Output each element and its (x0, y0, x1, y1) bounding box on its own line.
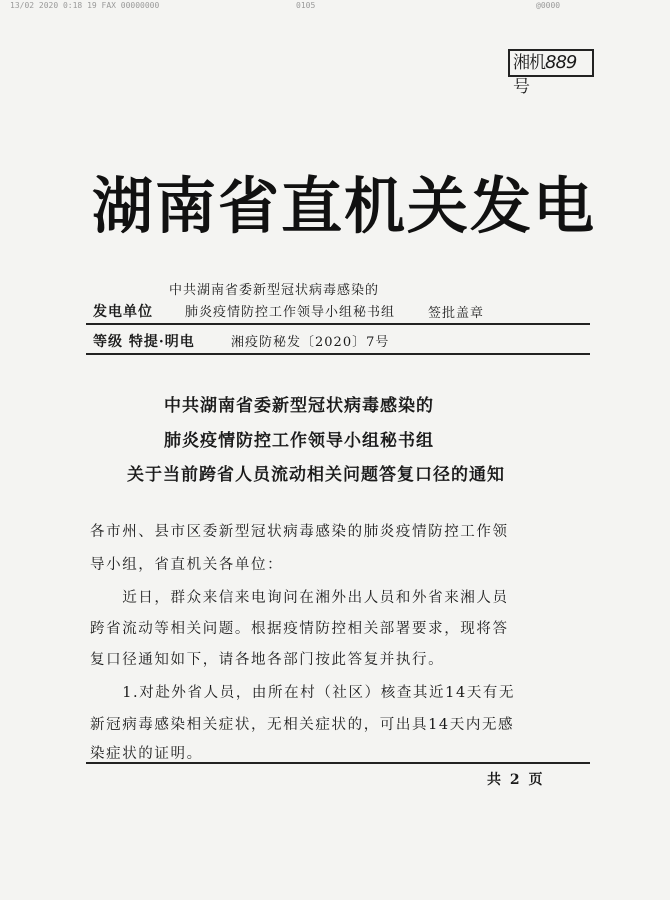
sender-line-2: 肺炎疫情防控工作领导小组秘书组 (185, 305, 396, 320)
header-divider (86, 323, 590, 325)
notice-title-line-1: 中共湖南省委新型冠状病毒感染的 (164, 396, 434, 416)
grade-label: 等级 特提·明电 (93, 334, 195, 350)
body-line: 近日，群众来信来电询问在湘外出人员和外省来湘人员 (90, 590, 509, 606)
sender-line-1: 中共湖南省委新型冠状病毒感染的 (169, 283, 380, 298)
grade-divider (86, 353, 590, 355)
doc-number-suffix: 号 (513, 77, 529, 97)
doc-number-handwritten: 889 (545, 52, 577, 73)
fax-header-right: @0000 (536, 1, 561, 10)
body-line: 各市州、县市区委新型冠状病毒感染的肺炎疫情防控工作领 (90, 524, 509, 540)
footer-divider (86, 762, 590, 764)
fax-header (10, 0, 660, 12)
sign-stamp-label: 签批盖章 (428, 306, 485, 321)
body-line: 染症状的证明。 (90, 746, 203, 762)
body-line: 复口径通知如下，请各地各部门按此答复并执行。 (90, 652, 445, 668)
doc-reference: 湘疫防秘发〔2020〕7号 (231, 335, 390, 350)
notice-title-line-3: 关于当前跨省人员流动相关问题答复口径的通知 (127, 465, 505, 485)
body-line: 1.对赴外省人员，由所在村（社区）核查其近14天有无 (90, 685, 516, 701)
sender-label: 发电单位 (93, 304, 153, 320)
body-line: 导小组，省直机关各单位： (90, 557, 284, 573)
notice-title-line-2: 肺炎疫情防控工作领导小组秘书组 (164, 431, 434, 451)
body-line: 跨省流动等相关问题。根据疫情防控相关部署要求，现将答 (90, 621, 509, 637)
fax-header-middle: 0105 (296, 1, 316, 10)
doc-number-box (508, 49, 594, 97)
body-line: 新冠病毒感染相关症状，无相关症状的，可出具14天内无感 (90, 717, 515, 733)
doc-number-prefix: 湘机 (513, 53, 545, 73)
fax-header-left: 13/02 2020 0:18 19 FAX 00000000 (10, 1, 160, 10)
document-title: 湖南省直机关发电 (92, 171, 597, 242)
page-count: 共 2 页 (487, 772, 545, 788)
